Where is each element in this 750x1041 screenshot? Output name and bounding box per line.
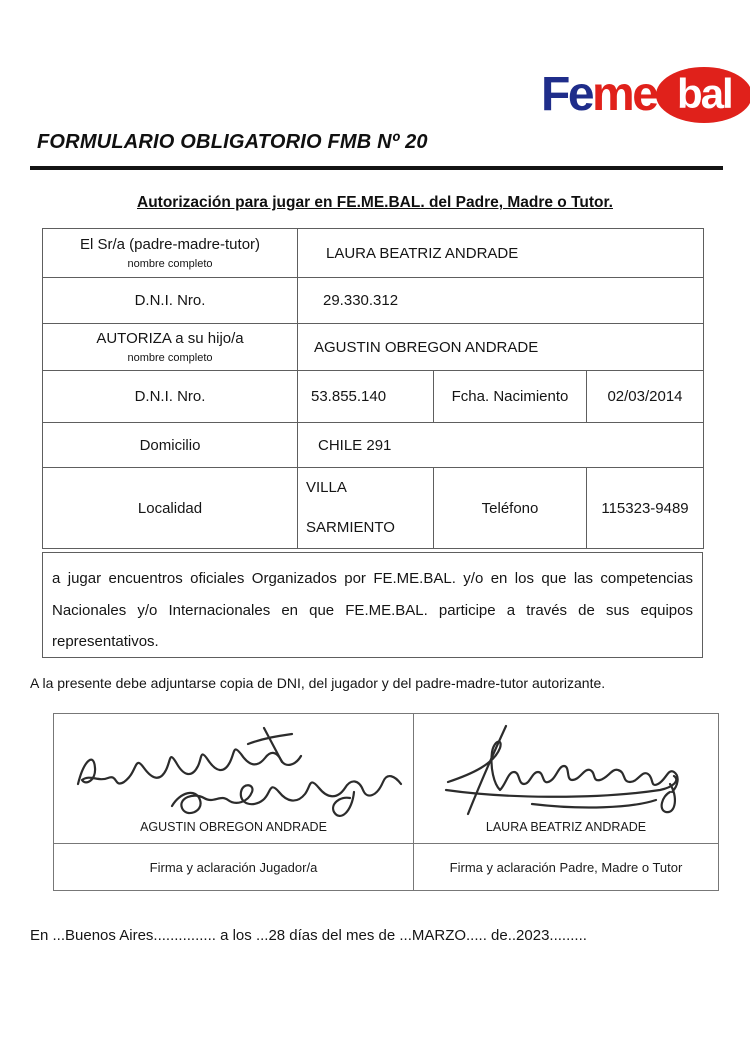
player-signature-cell (54, 714, 414, 844)
tutor-signature-scribble (442, 722, 698, 822)
table-row (43, 278, 704, 324)
femebal-logo (541, 67, 750, 123)
date-line: En ...Buenos Aires............... a los ...28 días del mes de ...MARZO..... de..2023......... (30, 927, 587, 944)
table-row (43, 229, 704, 278)
logo-text-bal: bal (677, 69, 732, 117)
row-sublabel: nombre completo (127, 352, 213, 364)
table-row (43, 324, 704, 371)
birthdate-value: 02/03/2014 (587, 371, 704, 423)
row-label: Teléfono (434, 468, 587, 549)
tutor-signature-cell (414, 714, 719, 844)
table-row (43, 468, 704, 549)
authorization-paragraph: a jugar encuentros oficiales Organizados por FE.ME.BAL. y/o en los que las competencias Nacionales y/o Internacionales en que FE.ME.BAL. participe a través de sus equipos representativos. (42, 552, 703, 658)
authorization-table (42, 228, 704, 549)
tutor-signature-caption: Firma y aclaración Padre, Madre o Tutor (414, 844, 719, 891)
player-name-value: AGUSTIN OBREGON ANDRADE (298, 324, 704, 371)
form-subtitle-text: Autorización para jugar en FE.ME.BAL. del Padre, Madre o Tutor. (137, 194, 613, 211)
phone-value: 115323-9489 (587, 468, 704, 549)
row-label-cell (43, 324, 298, 371)
row-label-cell (43, 229, 298, 278)
signature-caption-row (54, 844, 719, 891)
logo-text-me: me (592, 68, 657, 121)
row-label: Domicilio (43, 423, 298, 468)
page-title: FORMULARIO OBLIGATORIO FMB Nº 20 (37, 131, 428, 153)
signature-row (54, 714, 719, 844)
row-sublabel: nombre completo (127, 258, 213, 270)
tutor-name-value: LAURA BEATRIZ ANDRADE (298, 229, 704, 278)
title-rule (30, 166, 723, 170)
attachment-note: A la presente debe adjuntarse copia de DNI, del jugador y del padre-madre-tutor autorizante. (30, 675, 606, 691)
row-label: Localidad (43, 468, 298, 549)
table-row (43, 371, 704, 423)
form-subtitle (0, 194, 750, 212)
player-signature-scribble (68, 720, 404, 824)
row-label: D.N.I. Nro. (43, 371, 298, 423)
player-signature-caption: Firma y aclaración Jugador/a (54, 844, 414, 891)
row-label: El Sr/a (padre-madre-tutor) (79, 236, 261, 253)
player-dni-value: 53.855.140 (298, 371, 434, 423)
player-signature-name: AGUSTIN OBREGON ANDRADE (140, 820, 327, 834)
row-label: D.N.I. Nro. (43, 278, 298, 324)
logo-text-fe: Fe (541, 68, 593, 121)
tutor-dni-value: 29.330.312 (298, 278, 704, 324)
locality-value: VILLA SARMIENTO (298, 468, 434, 549)
row-label: AUTORIZA a su hijo/a (96, 330, 244, 347)
tutor-signature-name: LAURA BEATRIZ ANDRADE (485, 820, 647, 834)
signature-table (53, 713, 719, 891)
table-row (43, 423, 704, 468)
logo-oval (656, 67, 750, 123)
address-value: CHILE 291 (298, 423, 704, 468)
row-label: Fcha. Nacimiento (434, 371, 587, 423)
